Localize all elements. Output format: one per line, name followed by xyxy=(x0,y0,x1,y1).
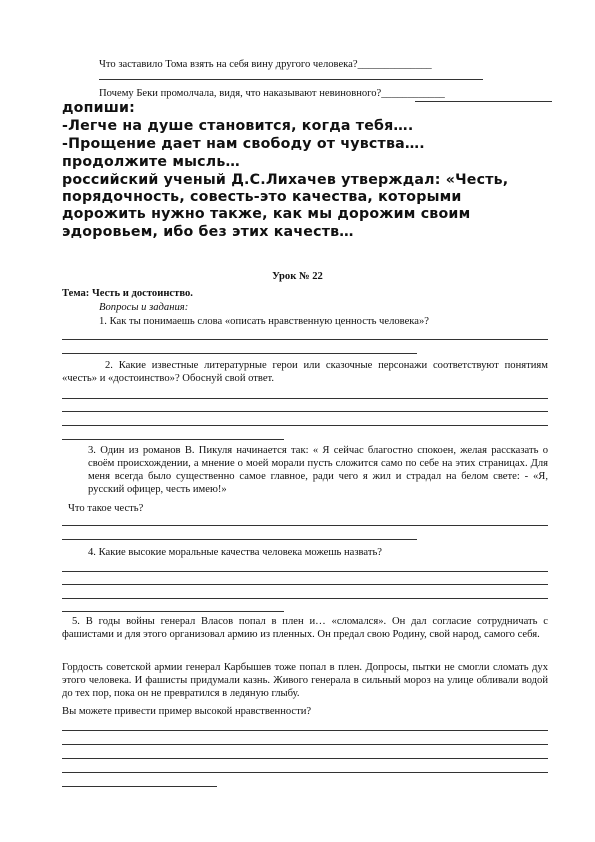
question-tom: Что заставило Тома взять на себя вину другого человека?______________ xyxy=(99,59,432,70)
fill-in-heading: допиши: xyxy=(62,100,136,116)
lesson-title: Урок № 22 xyxy=(272,271,323,282)
answer-line xyxy=(62,730,548,731)
answer-line xyxy=(62,772,548,773)
question-becky: Почему Беки промолчала, видя, что наказывают невиновного?____________ xyxy=(99,88,445,99)
answer-line xyxy=(62,598,548,599)
lesson-subtitle: Вопросы и задания: xyxy=(99,302,189,313)
answer-line xyxy=(62,744,548,745)
answer-line xyxy=(62,584,548,585)
answer-line xyxy=(62,571,548,572)
answer-line xyxy=(62,339,548,340)
answer-line xyxy=(62,411,548,412)
question-2: 2. Какие известные литературные герои или сказочные персонажи соответствуют понятиям «честь» и «достоинство»? Обоснуй свой ответ. xyxy=(62,360,548,384)
answer-line xyxy=(62,786,217,787)
question-3: 3. Один из романов В. Пикуля начинается так: « Я сейчас благостно спокоен, желая рассказать о своём происхождении, а мнение о моей морали пусть сложится само по себе на этих страницах. Для меня всегда было существенно самое главное, ради чего я жил и страдал на белом свете: - «Я, русский офицер, честь имею!» xyxy=(88,445,548,495)
answer-line xyxy=(62,525,548,526)
answer-line xyxy=(62,439,284,440)
fill-in-line-1: -Легче на душе становится, когда тебя…. xyxy=(62,118,414,134)
question-5-paragraph-2: Гордость советской армии генерал Карбышев тоже попал в плен. Допросы, пытки не смогли сломать дух этого человека. И фашисты придумали казнь. Живого генерала в сильный мороз на улице обливали водой до тех пор, пока он не превратился в ледяную глыбу. xyxy=(62,662,548,699)
answer-line xyxy=(99,79,483,80)
fill-in-line-3: продолжите мысль… xyxy=(62,154,240,170)
question-1: 1. Как ты понимаешь слова «описать нравственную ценность человека»? xyxy=(99,316,429,327)
question-3-follow: Что такое честь? xyxy=(68,503,144,514)
answer-line xyxy=(62,611,284,612)
answer-line xyxy=(415,101,552,102)
question-5-prompt: Вы можете привести пример высокой нравственности? xyxy=(62,706,312,717)
answer-line xyxy=(62,758,548,759)
fill-in-line-2: -Прощение дает нам свободу от чувства…. xyxy=(62,136,425,152)
answer-line xyxy=(62,398,548,399)
lesson-topic: Тема: Честь и достоинство. xyxy=(62,288,193,299)
answer-line xyxy=(62,539,417,540)
answer-line xyxy=(62,425,548,426)
likhachev-quote: российский ученый Д.С.Лихачев утверждал: «Честь, порядочность, совесть-это качества, которыми дорожить нужно также, как мы дорожим своим эдоровьем, ибо без этих качеств… xyxy=(62,172,509,240)
question-4: 4. Какие высокие моральные качества человека можешь назвать? xyxy=(88,547,382,558)
question-5-paragraph-1: 5. В годы войны генерал Власов попал в плен и… «сломался». Он дал согласие сотрудничать с фашистами и для этого организовал армию из пленных. Он предал свою Родину, свой народ, самого себя. xyxy=(62,616,548,640)
answer-line xyxy=(62,353,417,354)
